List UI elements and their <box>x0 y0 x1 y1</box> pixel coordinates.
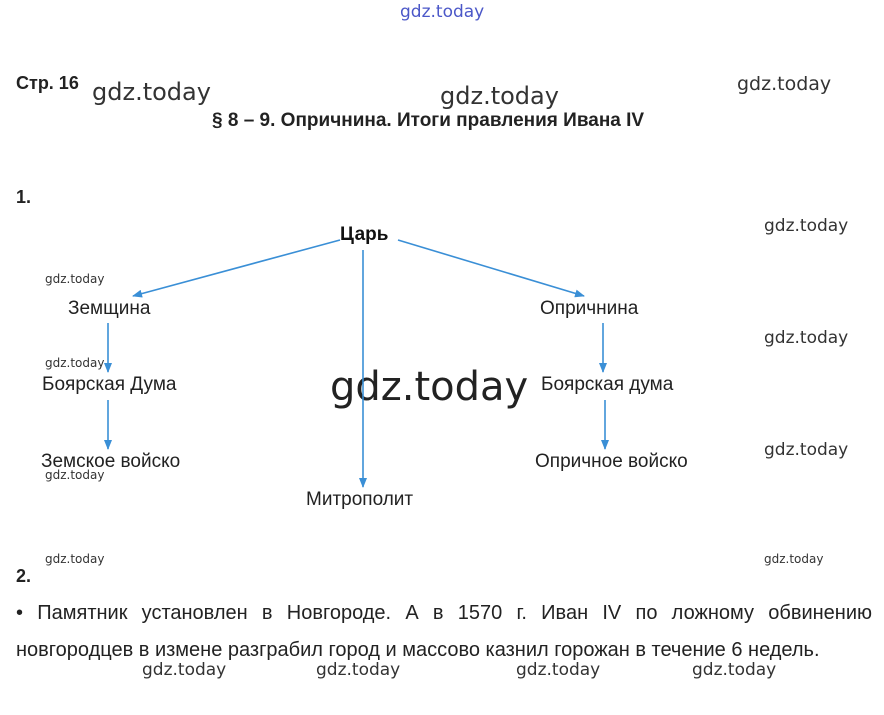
watermark: gdz.today <box>45 552 105 566</box>
watermark: gdz.today <box>516 660 601 680</box>
watermark: gdz.today <box>764 440 849 460</box>
watermark: gdz.today <box>737 73 832 95</box>
watermark: gdz.today <box>45 272 105 286</box>
watermark-top: gdz.today <box>400 2 485 22</box>
node-boyar-duma-left: Боярская Дума <box>42 374 177 395</box>
watermark: gdz.today <box>764 328 849 348</box>
node-oprichnina: Опричнина <box>540 298 639 319</box>
task-number-2: 2. <box>16 566 32 586</box>
node-zemshchina: Земщина <box>68 298 151 319</box>
arrow-tsar-to-zemshchina <box>133 240 340 296</box>
task-number-1: 1. <box>16 187 32 207</box>
node-metropolitan: Митрополит <box>306 489 414 510</box>
watermark: gdz.today <box>692 660 777 680</box>
watermark: gdz.today <box>440 82 559 110</box>
page-reference: Стр. 16 <box>16 73 79 93</box>
node-tsar: Царь <box>340 224 389 245</box>
arrow-tsar-to-oprichnina <box>398 240 584 296</box>
watermark: gdz.today <box>316 660 401 680</box>
watermark: gdz.today <box>764 552 824 566</box>
node-boyar-duma-right: Боярская дума <box>541 374 674 395</box>
task-2-answer: • Памятник установлен в Новгороде. А в 1570 г. Иван IV по ложному обвинению новгородцев в измене разграбил город и массово казнил горожан в течение 6 недель. <box>16 602 872 661</box>
watermark: gdz.today <box>764 216 849 236</box>
node-oprichnoe-army: Опричное войско <box>535 451 688 472</box>
watermark: gdz.today <box>45 468 105 482</box>
watermark: gdz.today <box>142 660 227 680</box>
section-title: § 8 – 9. Опричнина. Итоги правления Ивана IV <box>212 110 645 131</box>
watermark-large: gdz.today <box>330 364 529 410</box>
watermark: gdz.today <box>45 356 105 370</box>
watermark: gdz.today <box>92 78 211 106</box>
node-zemsky-army: Земское войско <box>41 451 181 472</box>
